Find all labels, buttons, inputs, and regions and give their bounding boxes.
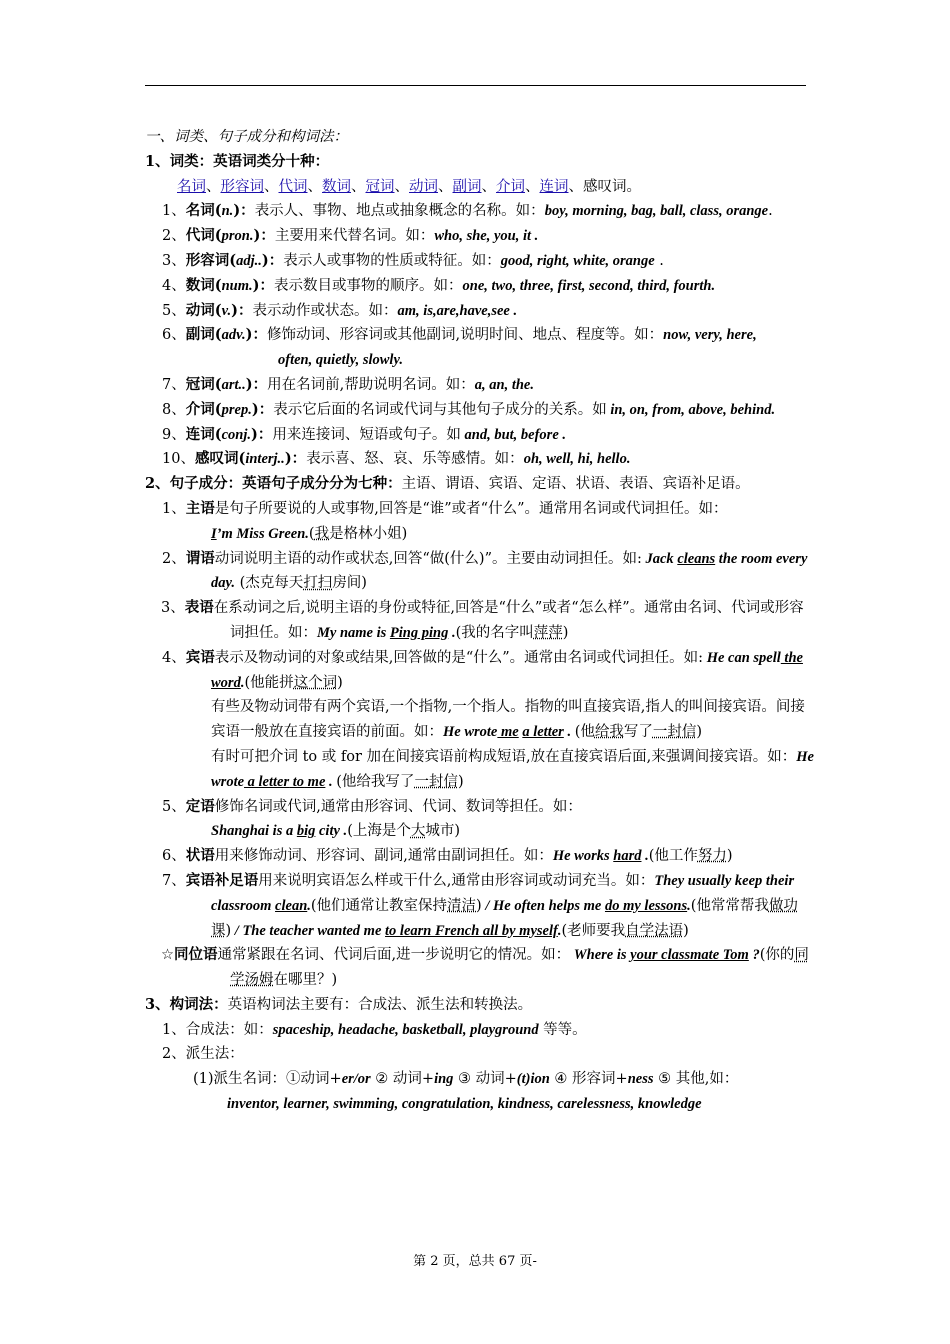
- pos-item-end: .: [768, 203, 773, 220]
- adverbial-entry: 6、状语用来修饰动词、形容词、副词,通常由副词担任。如：He works hard .(他工作努力): [162, 847, 733, 865]
- link-separator: 、: [481, 178, 496, 195]
- pos-item-paren: (: [214, 276, 222, 294]
- pos-item-paren: )：: [284, 450, 307, 468]
- pos-item-name: 感叹词: [194, 450, 239, 468]
- pos-item: [145, 199, 815, 224]
- object-preposition-note: 有时可把介词 to 或 for 加在间接宾语前构成短语,放在直接宾语后面,来强调间接宾语。如：He wrote a letter to me . (他给我写了一封信): [211, 748, 814, 790]
- pos-item-desc: 表示它后面的名词或代词与其他句子成分的关系。如: [273, 401, 607, 418]
- link-separator: 、: [438, 178, 453, 195]
- pos-item-desc: 用在名词前,帮助说明名词。如：: [267, 376, 475, 393]
- pos-link[interactable]: 名词: [177, 178, 206, 195]
- pos-item-name: 副词: [185, 326, 215, 344]
- pos-item-paren: (: [214, 425, 222, 443]
- link-separator: 、: [525, 178, 540, 195]
- page-footer: 第 2 页，总共 67 页-: [413, 1254, 537, 1269]
- pos-item-name: 数词: [185, 276, 215, 294]
- pos-item-paren: )：: [251, 400, 274, 418]
- pos-item: [145, 249, 815, 274]
- pos-item-abbr: interj..: [245, 451, 285, 468]
- pos-item-paren: )：: [231, 301, 253, 319]
- pos-item-examples: and, but, before .: [460, 426, 567, 443]
- pos-item-number: 9、: [162, 426, 186, 443]
- pos-item-examples: am, is,are,have,see .: [397, 302, 518, 319]
- pos-item-paren: (: [229, 251, 237, 269]
- pos-item-examples: who, she, you, it .: [434, 228, 539, 245]
- pos-item-paren: (: [214, 326, 222, 344]
- pos-item-abbr: n.: [221, 203, 234, 220]
- link-separator: 、: [264, 178, 279, 195]
- link-separator: 、: [307, 178, 322, 195]
- pos-link-tail: 、感叹词。: [568, 178, 641, 195]
- pos-item: [145, 323, 815, 348]
- document-body: [145, 125, 815, 1117]
- pos-item-continuation: [145, 348, 815, 373]
- pos-link[interactable]: 介词: [496, 178, 525, 195]
- object-entry: 4、宾语表示及物动词的对象或结果,回答做的是“什么”。通常由名词或代词担任。如: He can spell the word.(他能拼这个词): [162, 648, 803, 691]
- pos-item-number: 6、: [162, 327, 186, 344]
- pos-item-number: 10、: [162, 451, 195, 468]
- pos-heading: 1、词类：英语词类分十种：: [145, 152, 330, 170]
- pos-item-name: 连词: [185, 425, 215, 443]
- pos-item-name: 名词: [185, 202, 215, 220]
- attribute-entry: 5、定语修饰名词或代词,通常由形容词、代词、数词等担任。如： Shanghai is a big city .(上海是个大城市): [162, 797, 582, 840]
- word-formation-heading: 3、构词法：英语构词法主要有：合成法、派生法和转换法。: [145, 995, 533, 1013]
- pos-item-paren: )：: [245, 326, 268, 344]
- complement-entry: 7、宾语补足语用来说明宾语怎么样或干什么,通常由形容词或动词充当。如：They usually keep their classroom clean.(他们通常让教室保持清洁) / He often helps me do my lessons.(他常常帮我做功课) / The teacher wanted me to learn French all by myself.(老师要我自学法语): [162, 871, 798, 939]
- derived-nouns-entry: (1)派生名词：①动词+er/or ② 动词+ing ③ 动词+(t)ion ④ 形容词+ness ⑤ 其他,如：: [193, 1071, 739, 1088]
- pos-item-examples: oh, well, hi, hello.: [523, 451, 631, 468]
- pos-item-number: 5、: [162, 302, 186, 319]
- pos-item-paren: (: [214, 400, 222, 418]
- pos-item-desc: 表示动作或状态。如：: [252, 302, 398, 319]
- pos-item-paren: )：: [253, 227, 275, 245]
- pos-link[interactable]: 形容词: [220, 178, 264, 195]
- link-separator: 、: [351, 178, 366, 195]
- pos-item-desc: 表示人、事物、地点或抽象概念的名称。如：: [254, 203, 545, 220]
- pos-item-desc: 修饰动词、形容词或其他副词,说明时间、地点、程度等。如：: [267, 327, 664, 344]
- pos-item-paren: (: [214, 227, 222, 245]
- pos-item-number: 1、: [162, 203, 186, 220]
- link-separator: 、: [206, 178, 221, 195]
- pos-item-paren: (: [238, 450, 246, 468]
- pos-item-abbr: adj..: [236, 252, 262, 269]
- pos-item: [145, 447, 815, 472]
- pos-item-abbr: conj.: [221, 426, 252, 443]
- pos-item-list: [145, 199, 815, 472]
- pos-item-number: 8、: [162, 401, 186, 418]
- pos-item-examples: a, an, the.: [474, 376, 534, 393]
- pos-item-desc: 表示喜、怒、哀、乐等感情。如：: [306, 451, 524, 468]
- pos-link[interactable]: 数词: [322, 178, 351, 195]
- pos-item-abbr: prep.: [221, 401, 252, 418]
- pos-item-examples: now, very, here,: [663, 327, 757, 344]
- pos-item-name: 冠词: [185, 375, 215, 393]
- pos-item: [145, 398, 815, 423]
- pos-item-paren: )：: [233, 202, 255, 220]
- pos-item: [145, 423, 815, 448]
- pos-item-paren: (: [214, 202, 222, 220]
- pos-item-examples: often, quietly, slowly.: [278, 352, 403, 369]
- pos-item-number: 4、: [162, 277, 186, 294]
- pos-link[interactable]: 代词: [278, 178, 308, 195]
- star-icon: ☆: [161, 947, 174, 964]
- pos-item: [145, 299, 815, 324]
- subject-entry: 1、主语是句子所要说的人或事物,回答是“谁”或者“什么”。通常用名词或代词担任。如： I’m Miss Green.(我是格林小姐): [162, 499, 728, 542]
- pos-item-paren: (: [214, 301, 222, 319]
- derived-nouns-examples: inventor, learner, swimming, congratulation, kindness, carelessness, knowledge: [227, 1096, 702, 1113]
- compound-entry: 1、合成法：如：spaceship, headache, basketball, playground 等等。: [162, 1021, 587, 1038]
- pos-item-abbr: v.: [221, 302, 232, 319]
- pos-item-paren: )：: [251, 425, 273, 443]
- pos-item-abbr: pron.: [221, 228, 254, 245]
- derivation-entry: 2、派生法：: [162, 1046, 244, 1063]
- pos-item-name: 介词: [185, 400, 215, 418]
- components-heading: 2、句子成分：英语句子成分分为七种：主语、谓语、宾语、定语、状语、表语、宾语补足语。: [145, 475, 750, 493]
- pos-item-name: 代词: [185, 227, 215, 245]
- pos-item-abbr: num.: [221, 277, 253, 294]
- pos-link[interactable]: 动词: [409, 178, 438, 195]
- pos-item-name: 动词: [185, 301, 215, 319]
- pos-item-examples: in, on, from, above, behind.: [606, 401, 776, 418]
- pos-item-paren: (: [214, 375, 222, 393]
- pos-item-desc: 用来连接词、短语或句子。如: [272, 426, 461, 443]
- pos-item: [145, 373, 815, 398]
- pos-item: [145, 274, 815, 299]
- pos-item: [145, 224, 815, 249]
- pos-item-abbr: adv.: [221, 327, 246, 344]
- link-separator: 、: [394, 178, 409, 195]
- pos-item-examples: one, two, three, first, second, third, fourth.: [462, 277, 716, 294]
- header-rule: [145, 85, 806, 86]
- section-title: 一、词类、句子成分和构词法：: [145, 129, 348, 145]
- pos-link-list: [145, 175, 815, 200]
- pos-link[interactable]: 冠词: [365, 178, 395, 195]
- pos-item-paren: )：: [245, 375, 268, 393]
- pos-item-desc: 主要用来代替名词。如：: [274, 228, 435, 245]
- appositive-entry: ☆同位语通常紧跟在名词、代词后面,进一步说明它的情况。如： Where is your classmate Tom ?(你的同学汤姆在哪里？): [161, 946, 809, 989]
- predicative-entry: 3、表语在系动词之后,说明主语的身份或特征,回答是“什么”或者“怎么样”。通常由名词、代词或形容词担任。如：My name is Ping ping .(我的名字叫萍萍): [161, 599, 804, 641]
- pos-item-name: 形容词: [185, 251, 230, 269]
- pos-item-number: 3、: [162, 252, 186, 269]
- pos-item-paren: )：: [252, 276, 275, 294]
- object-double-object-note: 有些及物动词带有两个宾语,一个指物,一个指人。指物的叫直接宾语,指人的叫间接宾语。间接宾语一般放在直接宾语的前面。如：He wrote me a letter . (他给我写了一封信): [211, 699, 805, 741]
- pos-link[interactable]: 副词: [452, 178, 482, 195]
- pos-item-number: 2、: [162, 228, 186, 245]
- pos-link[interactable]: 连词: [539, 178, 569, 195]
- pos-item-paren: )：: [261, 251, 284, 269]
- predicate-entry: 2、谓语动词说明主语的动作或状态,回答“做(什么)”。主要由动词担任。如: Jack cleans the room every day. (杰克每天打扫房间): [162, 549, 808, 592]
- pos-item-number: 7、: [162, 376, 186, 393]
- pos-item-abbr: art..: [221, 376, 246, 393]
- pos-item-desc: 表示人或事物的性质或特征。如：: [283, 252, 501, 269]
- pos-item-examples: good, right, white, orange: [500, 252, 655, 269]
- pos-item-desc: 表示数目或事物的顺序。如：: [274, 277, 463, 294]
- pos-item-examples: boy, morning, bag, ball, class, orange: [544, 203, 769, 220]
- pos-item-end: .: [654, 252, 664, 269]
